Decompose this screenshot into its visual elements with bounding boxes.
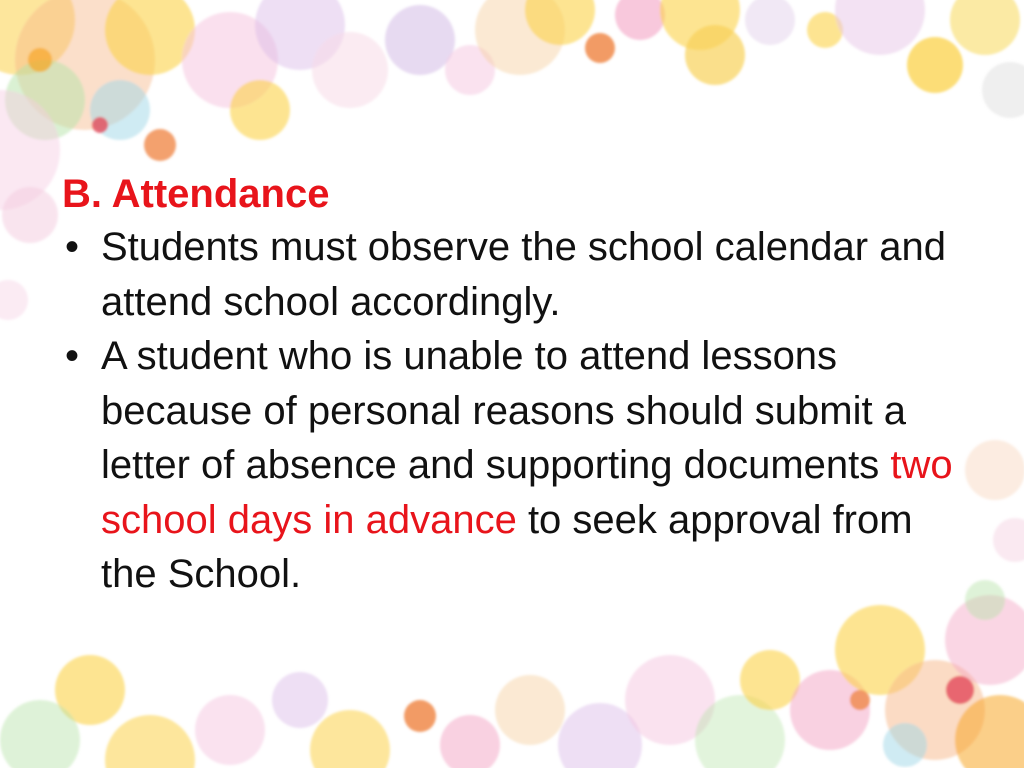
bullet-dot-icon: • <box>64 334 79 378</box>
slide-content <box>62 168 972 602</box>
bullet-item-absence <box>62 329 972 602</box>
bullet-item-calendar <box>62 220 972 329</box>
bullet-list <box>62 220 972 602</box>
highlight-text: two school days in advance <box>101 443 953 542</box>
slide-heading: B. Attendance <box>62 172 330 216</box>
bullet-text-before: A student who is unable to attend lessons because of personal reasons should submit a letter of absence and supporting documents <box>101 334 906 487</box>
bullet-dot-icon: • <box>64 225 79 269</box>
bullet-text-after: to seek approval from the School. <box>101 497 913 596</box>
bullet-text: Students must observe the school calendar and attend school accordingly. <box>101 225 946 324</box>
